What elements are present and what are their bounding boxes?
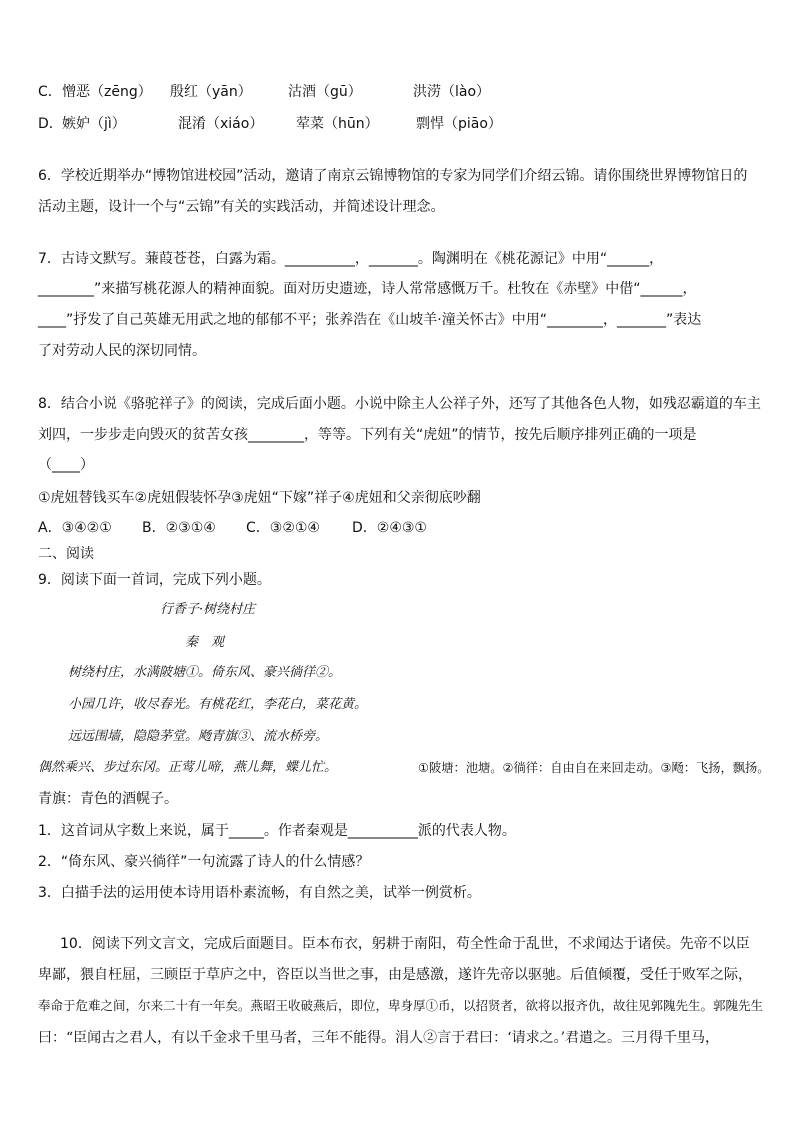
q8-option-d: D．②④③① bbox=[352, 520, 427, 536]
section-heading: 二、阅读 bbox=[38, 546, 94, 562]
q7-line: ____”抒发了自己英雄无用武之地的郁郁不平；张养浩在《山坡羊·潼关怀古》中用“________，_______”表达 bbox=[38, 312, 702, 328]
poem-line: 小园几许，收尽春光。有桃花红，李花白，菜花黄。 bbox=[68, 697, 368, 712]
poem-line: 远远围墙，隐隐茅堂。飏青旗③、流水桥旁。 bbox=[68, 729, 329, 744]
q5-option-d-label: D． bbox=[38, 116, 63, 132]
q7-line: 7．古诗文默写。蒹葭苍苍，白露为霜。__________，_______。陶渊明在《桃花源记》中用“______， bbox=[38, 251, 664, 267]
q5-option-d-item: 嫉妒（jì） bbox=[62, 116, 126, 132]
poem-notes-cont: 青旗：青色的酒幌子。 bbox=[38, 791, 178, 807]
q7-line: 了对劳动人民的深切同情。 bbox=[38, 343, 206, 359]
q10-line: 奉命于危难之间，尔来二十有一年矣。燕昭王收破燕后，即位，卑身厚①币，以招贤者，欲将以报齐仇，故往见郭隗先生。郭隗先生 bbox=[38, 998, 764, 1013]
q5-option-c-label: C． bbox=[38, 84, 62, 100]
q6-line: 6．学校近期举办“博物馆进校园”活动，邀请了南京云锦博物馆的专家为同学们介绍云锦。请你围绕世界博物馆日的 bbox=[38, 168, 748, 184]
q5-option-d-item: 混淆（xiáo） bbox=[178, 116, 264, 132]
q5-option-c-item: 憎恶（zēng） bbox=[62, 84, 152, 100]
q8-option-b: B．②③①④ bbox=[142, 520, 216, 536]
q8-answer-blank: （____） bbox=[38, 457, 94, 473]
poem-notes: ①陂塘：池塘。②徜徉：自由自在来回走动。③飏：飞扬，飘扬。 bbox=[418, 761, 770, 775]
poem-title: 行香子·树绕村庄 bbox=[160, 602, 256, 617]
q5-option-c-item: 洪涝（lào） bbox=[413, 84, 491, 100]
q8-events-list: ①虎妞替钱买车②虎妞假装怀孕③虎妞“下嫁”祥子④虎妞和父亲彻底吵翻 bbox=[38, 490, 481, 506]
q9-sub-question: 2．“倚东风、豪兴徜徉”一句流露了诗人的什么情感？ bbox=[38, 854, 370, 870]
poem-line: 偶然乘兴、步过东冈。正莺儿啼，燕儿舞，蝶儿忙。 bbox=[38, 760, 338, 775]
q8-line: 刘四，一步步走向毁灭的贫苦女孩________，等等。下列有关“虎妞”的情节，按先后顺序排列正确的一项是 bbox=[38, 427, 697, 443]
q8-line: 8．结合小说《骆驼祥子》的阅读，完成后面小题。小说中除主人公祥子外，还写了其他各色人物，如残忍霸道的车主 bbox=[38, 396, 761, 412]
q7-line: ________”来描写桃花源人的精神面貌。面对历史遗迹，诗人常常感慨万千。杜牧在《赤壁》中借“______， bbox=[38, 281, 697, 297]
q5-option-c-item: 殷红（yān） bbox=[170, 84, 252, 100]
q5-option-c-item: 沽酒（gū） bbox=[288, 84, 362, 100]
q8-option-a: A．③④②① bbox=[38, 520, 112, 536]
q9-sub-question: 1．这首词从字数上来说，属于_____。作者秦观是__________派的代表人物。 bbox=[38, 823, 516, 839]
q9-intro: 9．阅读下面一首词，完成下列小题。 bbox=[38, 572, 271, 588]
q9-sub-question: 3．白描手法的运用使本诗用语朴素流畅，有自然之美，试举一例赏析。 bbox=[38, 885, 481, 901]
q5-option-d-item: 剽悍（piāo） bbox=[416, 116, 502, 132]
q6-line: 活动主题，设计一个与“云锦”有关的实践活动，并简述设计理念。 bbox=[38, 199, 445, 215]
q5-option-d-item: 荤菜（hūn） bbox=[296, 116, 379, 132]
q8-option-c: C．③②①④ bbox=[246, 520, 320, 536]
q10-line: 卑鄙，猥自枉屈，三顾臣于草庐之中，咨臣以当世之事，由是感激，遂许先帝以驱驰。后值倾覆，受任于败军之际， bbox=[38, 967, 752, 983]
q10-line: 曰：“臣闻古之君人，有以千金求千里马者，三年不能得。涓人②言于君曰：‘请求之。’君遣之。三月得千里马， bbox=[38, 1030, 720, 1046]
poem-line: 树绕村庄，水满陂塘①。倚东风、豪兴徜徉②。 bbox=[68, 665, 342, 680]
q10-line: 10．阅读下列文言文，完成后面题目。臣本布衣，躬耕于南阳，苟全性命于乱世，不求闻达于诸侯。先帝不以臣 bbox=[60, 936, 750, 952]
poem-author: 秦 观 bbox=[185, 635, 225, 650]
